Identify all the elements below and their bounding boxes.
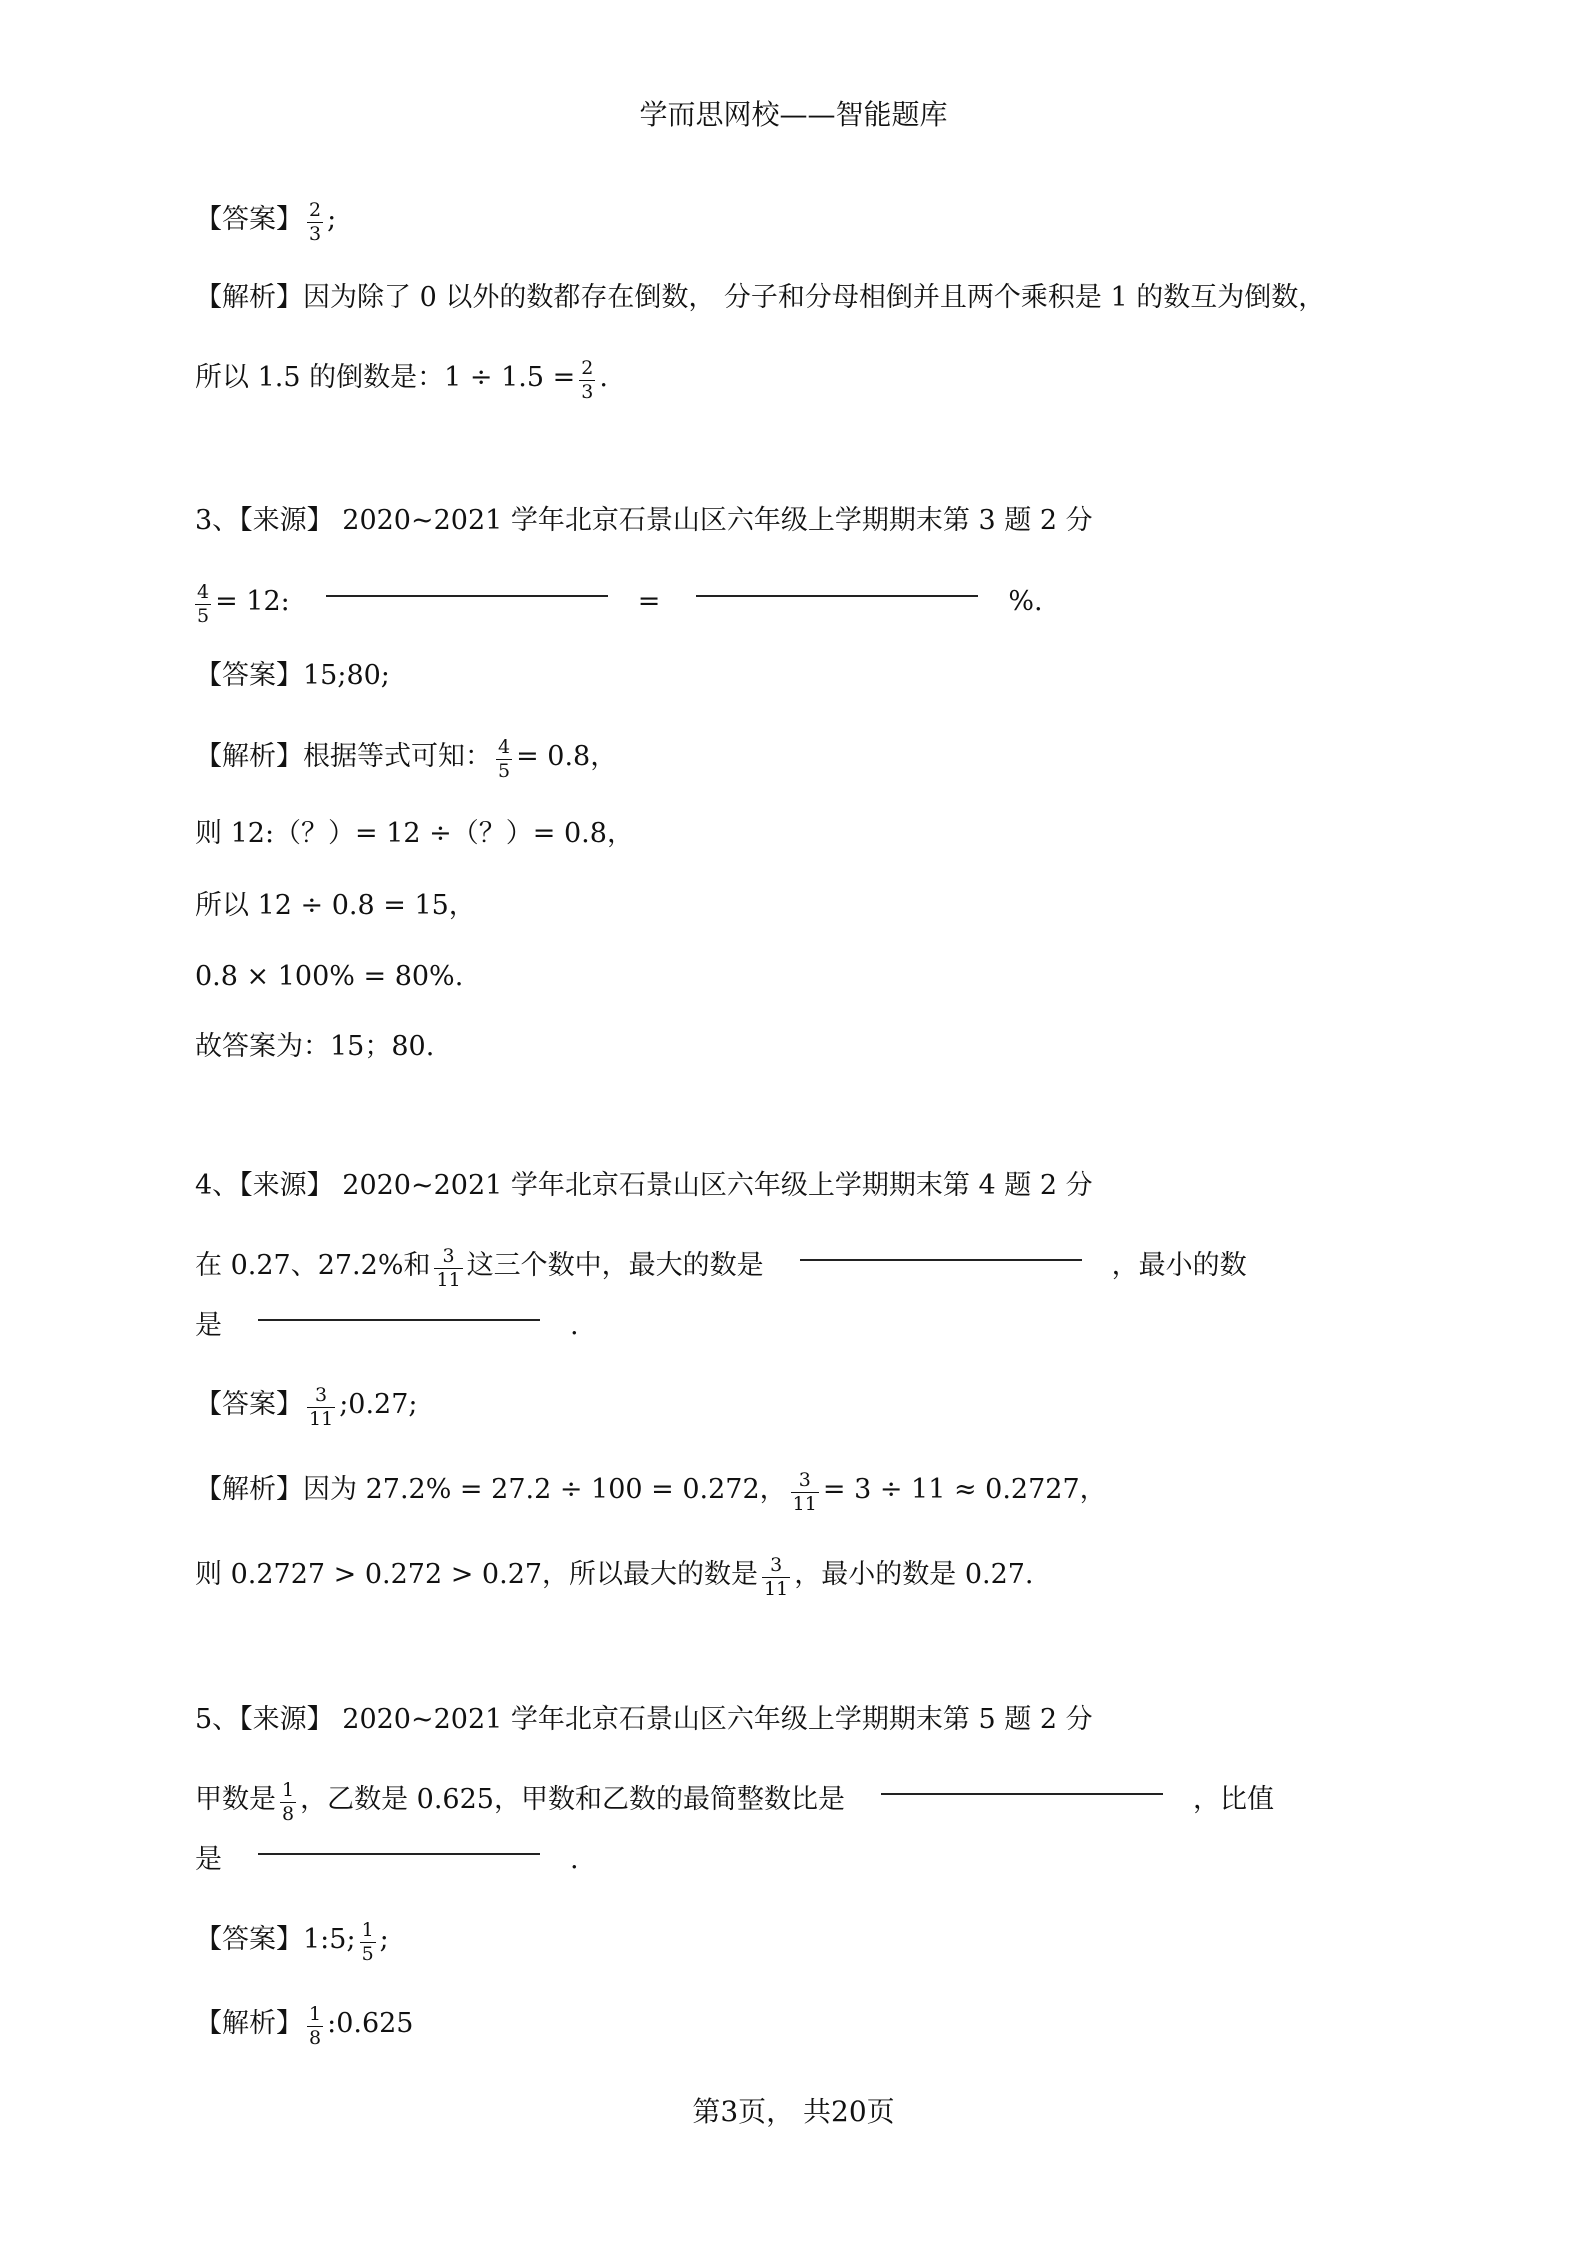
q5-stem-line1	[195, 1778, 1274, 1825]
q4-stem-line1	[195, 1244, 1247, 1291]
q3-answer-line	[195, 656, 390, 696]
page-header-title: 学而思网校——智能题库	[639, 98, 948, 131]
stem-text: =	[637, 586, 661, 617]
answer-blank[interactable]	[881, 1793, 1163, 1795]
analysis-text: = 3 ÷ 11 ≈ 0.2727，	[822, 1474, 1107, 1505]
analysis-text: 根据等式可知：	[303, 741, 492, 772]
fraction: $\frac{2}{3}$	[581, 356, 594, 403]
answer-label: 【答案】	[195, 660, 303, 691]
fraction: $\frac{3}{11}$	[436, 1244, 461, 1291]
q5-answer-line	[195, 1918, 389, 1965]
answer-text: 1:5;	[303, 1924, 356, 1955]
stem-text: .	[570, 1844, 579, 1875]
q3-analysis-line3: 所以 12 ÷ 0.8 = 15，	[195, 890, 476, 921]
answer-blank[interactable]	[258, 1319, 540, 1321]
answer-blank[interactable]	[326, 595, 608, 597]
q4-heading: 4、【来源】 2020~2021 学年北京石景山区六年级上学期期末第 4 题 2 分	[195, 1170, 1093, 1201]
q4-analysis-line1	[195, 1468, 1107, 1515]
stem-text: %.	[1008, 586, 1043, 617]
fraction: $\frac{3}{11}$	[764, 1553, 789, 1600]
analysis-label: 【解析】	[195, 741, 303, 772]
stem-text: .	[570, 1310, 579, 1341]
answer-blank[interactable]	[696, 595, 978, 597]
analysis-text: ，最小的数是 0.27.	[794, 1559, 1034, 1590]
q3-analysis-line1	[195, 735, 618, 782]
stem-text: ，最小的数	[1111, 1250, 1247, 1281]
analysis-label: 【解析】	[195, 2008, 303, 2039]
analysis-text: 因为除了 0 以外的数都存在倒数， 分子和分母相倒并且两个乘积是 1 的数互为倒数，	[303, 282, 1326, 313]
analysis-text: 因为 27.2% = 27.2 ÷ 100 = 0.272，	[303, 1474, 787, 1505]
answer-tail: ;	[327, 204, 337, 235]
q5-heading: 5、【来源】 2020~2021 学年北京石景山区六年级上学期期末第 5 题 2 分	[195, 1704, 1093, 1735]
q4-answer-line	[195, 1383, 418, 1430]
fraction: $\frac{1}{8}$	[309, 2002, 322, 2049]
answer-text: ;	[379, 1924, 389, 1955]
stem-text: 这三个数中，最大的数是	[466, 1250, 764, 1281]
answer-label: 【答案】	[195, 1389, 303, 1420]
fraction: $\frac{4}{5}$	[498, 735, 511, 782]
analysis-text: 则 0.2727 > 0.272 > 0.27，所以最大的数是	[195, 1559, 759, 1590]
stem-text: ，比值	[1192, 1784, 1274, 1815]
answer-text: ;0.27;	[339, 1389, 418, 1420]
stem-text: 在 0.27、27.2%和	[195, 1250, 431, 1281]
analysis-label: 【解析】	[195, 282, 303, 313]
answer-label: 【答案】	[195, 204, 303, 235]
page-footer: 第3页， 共20页	[692, 2095, 895, 2128]
q2-answer-line	[195, 198, 337, 245]
q5-analysis-line1	[195, 2002, 414, 2049]
q3-heading: 3、【来源】 2020~2021 学年北京石景山区六年级上学期期末第 3 题 2 分	[195, 505, 1093, 536]
fraction: $\frac{1}{8}$	[282, 1778, 295, 1825]
q3-analysis-line5: 故答案为：15；80.	[195, 1031, 435, 1062]
analysis-text: :0.625	[327, 2008, 414, 2039]
stem-text: = 12:	[215, 586, 290, 617]
q2-analysis-line1	[195, 278, 1325, 318]
stem-text: 甲数是	[195, 1784, 276, 1815]
q3-analysis-line2: 则 12:（？）= 12 ÷（？）= 0.8，	[195, 818, 634, 849]
answer-blank[interactable]	[258, 1853, 540, 1855]
answer-text: 15;80;	[303, 660, 390, 691]
fraction: $\frac{3}{11}$	[309, 1383, 334, 1430]
stem-text: ，乙数是 0.625，甲数和乙数的最简整数比是	[300, 1784, 845, 1815]
answer-blank[interactable]	[800, 1259, 1082, 1261]
q5-stem-line2	[195, 1840, 579, 1880]
analysis-label: 【解析】	[195, 1474, 303, 1505]
q2-analysis-line2	[195, 356, 608, 403]
fraction: $\frac{4}{5}$	[197, 580, 210, 627]
answer-label: 【答案】	[195, 1924, 303, 1955]
stem-text: 是	[195, 1844, 222, 1875]
fraction: $\frac{3}{11}$	[792, 1468, 817, 1515]
analysis-text: 所以 1.5 的倒数是：1 ÷ 1.5 =	[195, 362, 576, 393]
q3-analysis-line4: 0.8 × 100% = 80%.	[195, 961, 464, 992]
fraction: $\frac{2}{3}$	[309, 198, 322, 245]
analysis-tail: .	[599, 362, 608, 393]
analysis-text: = 0.8，	[516, 741, 618, 772]
fraction: $\frac{1}{5}$	[361, 1918, 374, 1965]
stem-text: 是	[195, 1310, 222, 1341]
q3-stem	[195, 580, 1043, 627]
q4-stem-line2	[195, 1306, 579, 1346]
q4-analysis-line2	[195, 1553, 1034, 1600]
